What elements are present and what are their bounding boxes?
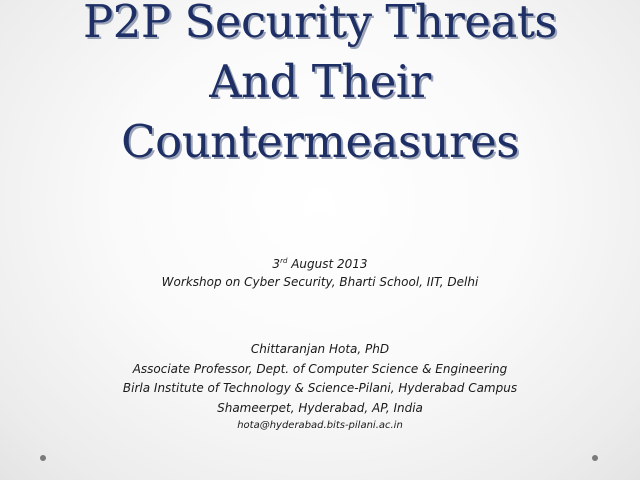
- title-line-1: P2P Security Threats: [83, 0, 557, 48]
- author-position: Associate Professor, Dept. of Computer Science & Engineering: [132, 361, 508, 376]
- event-date: [0, 255, 640, 273]
- author-info: [0, 340, 640, 434]
- workshop-name: Workshop on Cyber Security, Bharti School, IIT, Delhi: [161, 275, 479, 289]
- date-rest: August 2013: [287, 257, 368, 271]
- title-line-2: And Their: [209, 55, 431, 108]
- date-day: 3: [272, 257, 281, 271]
- date-suffix: rd: [280, 257, 288, 265]
- bullet-dot-icon: [40, 455, 46, 461]
- author-address: Shameerpet, Hyderabad, AP, India: [217, 400, 423, 415]
- author-email: hota@hyderabad.bits-pilani.ac.in: [237, 420, 403, 431]
- bullet-dot-icon: [592, 455, 598, 461]
- event-info: [0, 255, 640, 291]
- slide-title: [0, 0, 640, 172]
- author-name: Chittaranjan Hota, PhD: [250, 342, 390, 356]
- author-institute: Birla Institute of Technology & Science-Pilani, Hyderabad Campus: [122, 381, 518, 395]
- title-line-3: Countermeasures: [121, 115, 519, 168]
